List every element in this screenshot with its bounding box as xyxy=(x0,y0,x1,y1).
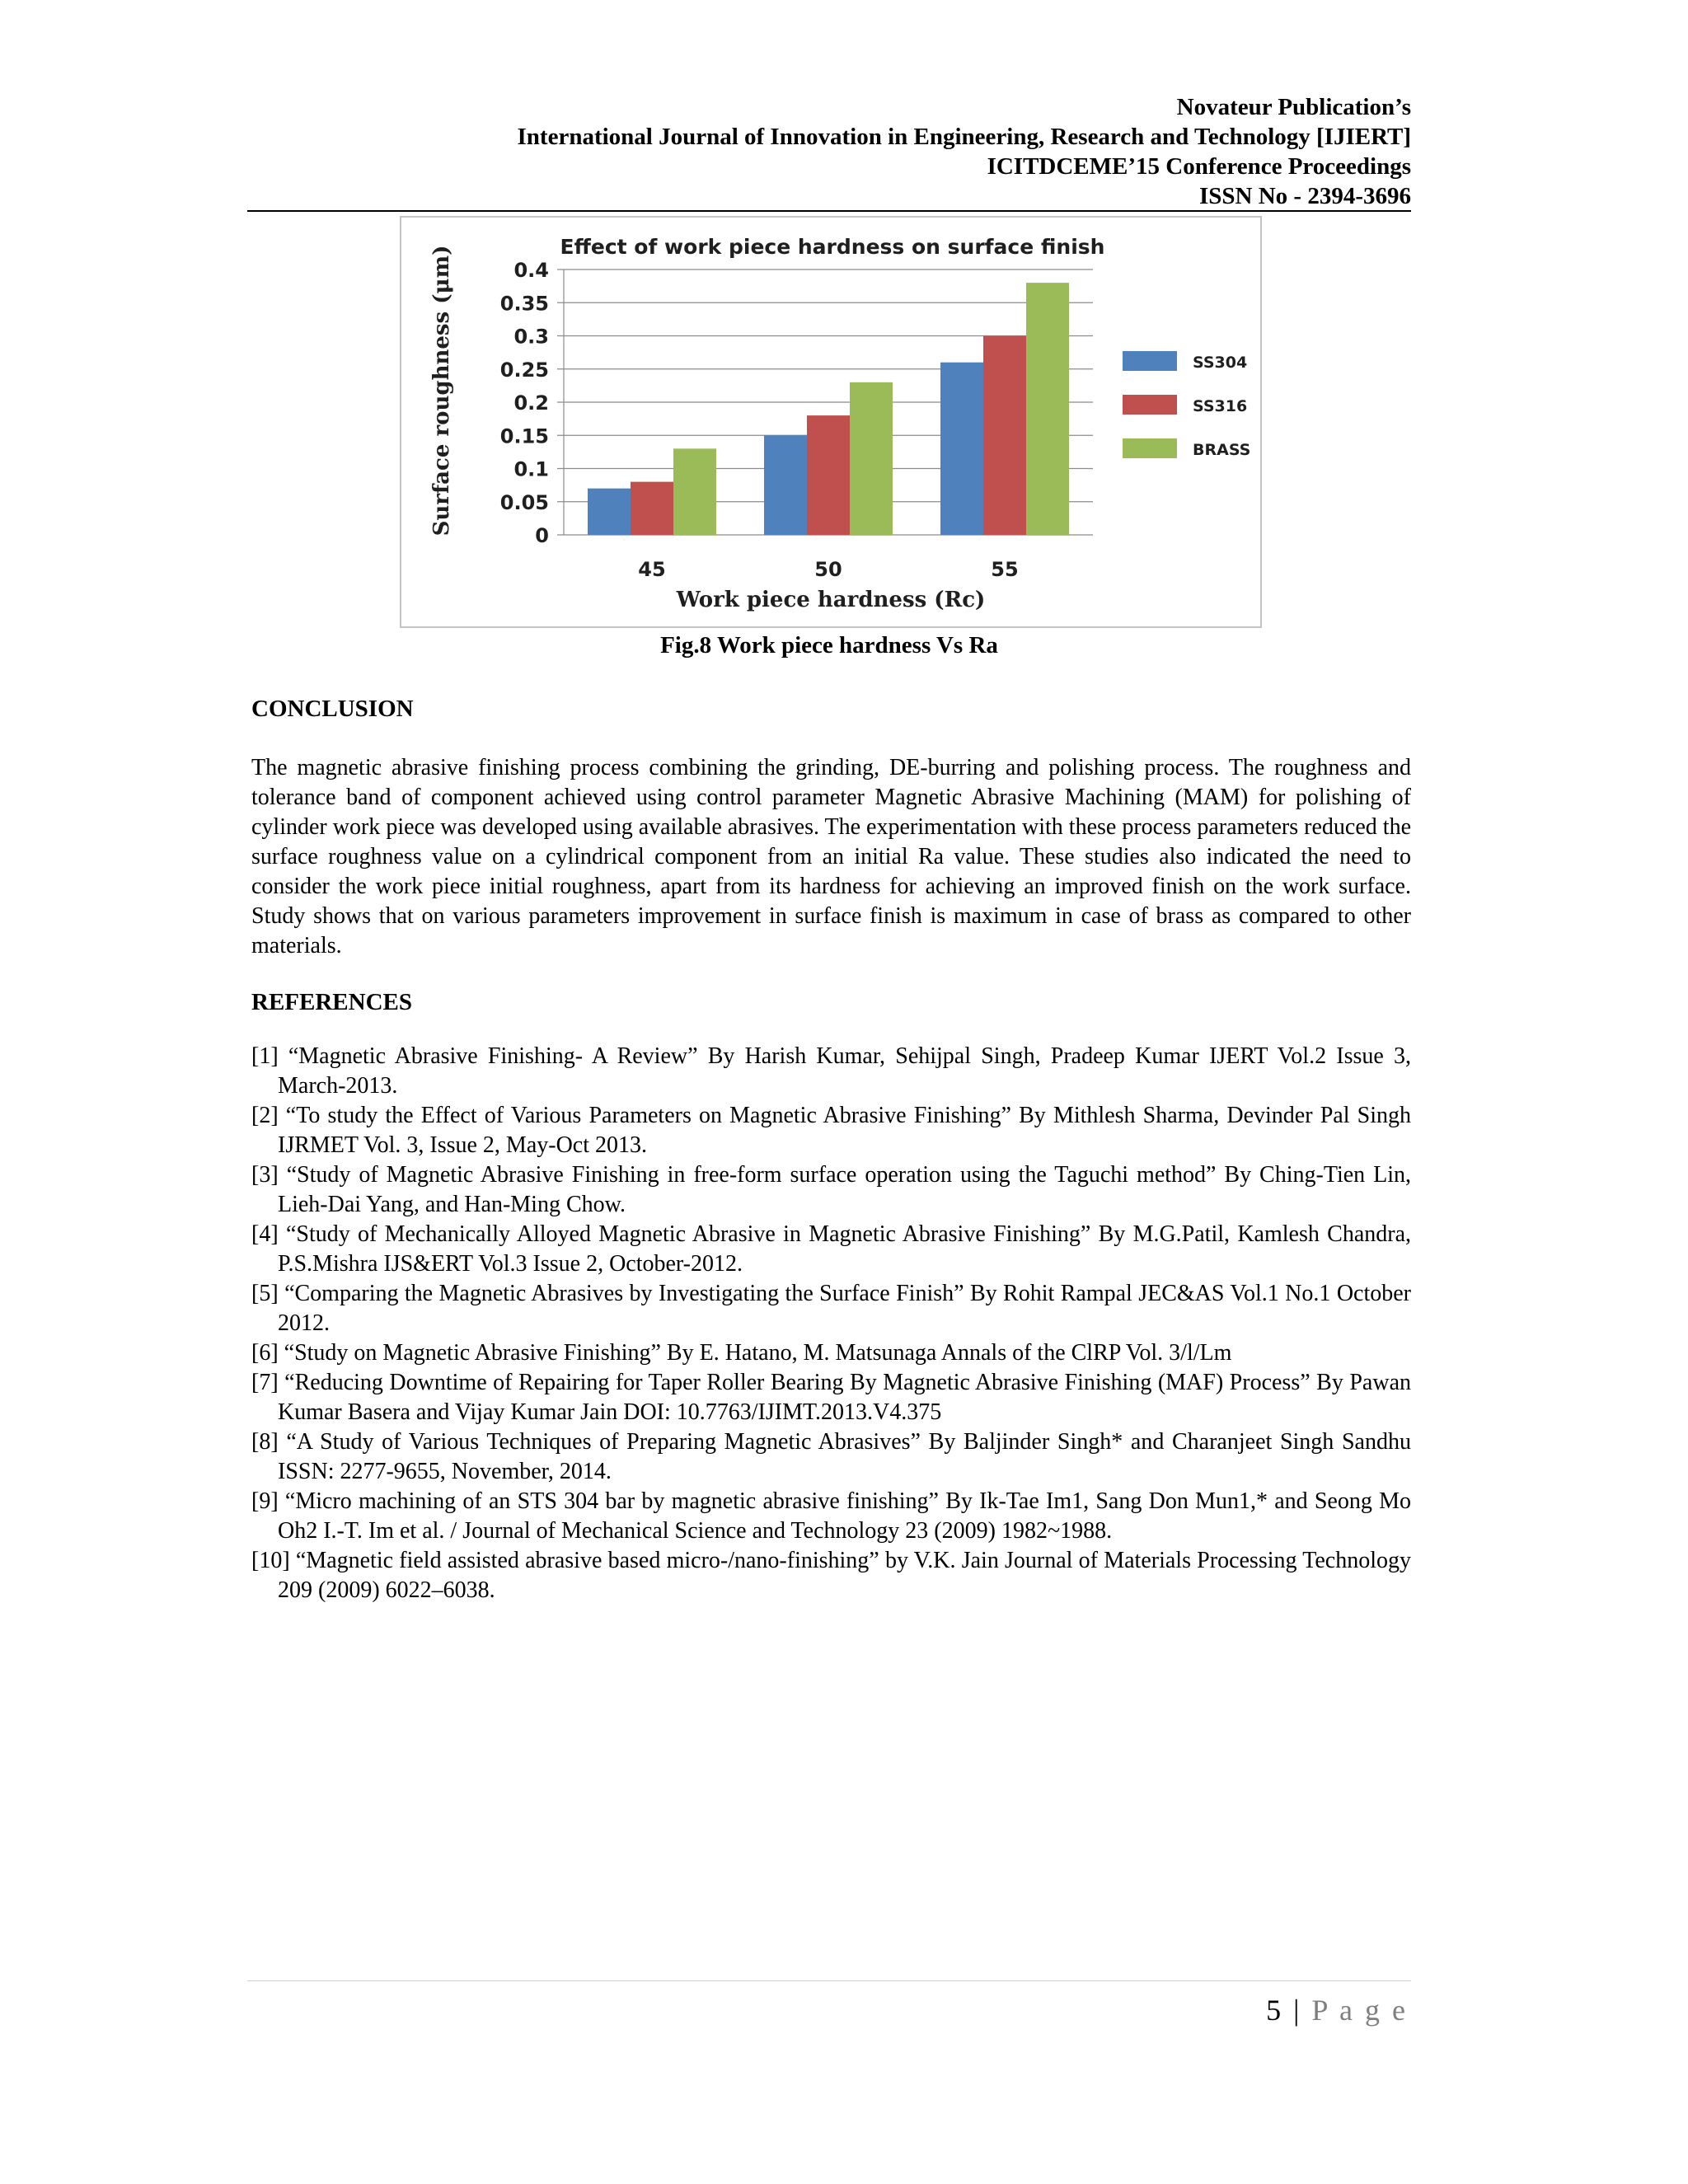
reference-item: [8] “A Study of Various Techniques of Preparing Magnetic Abrasives” By Baljinder Singh* and Charanjeet Singh Sandhu ISSN: 2277-9655, November, 2014. xyxy=(251,1429,1411,1484)
page-word: P a g e xyxy=(1311,1994,1408,2027)
y-tick-label: 0 xyxy=(535,524,549,547)
legend-swatch-brass xyxy=(1123,438,1177,458)
chart-title: Effect of work piece hardness on surface finish xyxy=(560,235,1105,259)
bar-ss316-50 xyxy=(807,415,850,535)
figure-caption: Fig.8 Work piece hardness Vs Ra xyxy=(660,632,998,658)
conference-line: ICITDCEME’15 Conference Proceedings xyxy=(987,153,1411,180)
y-tick-label: 0.05 xyxy=(499,490,549,514)
legend-label-ss304: SS304 xyxy=(1193,354,1248,372)
reference-list xyxy=(251,1042,1411,1605)
legend-swatch-ss316 xyxy=(1123,395,1177,415)
footer-divider xyxy=(247,1980,1411,1981)
page-number-value: 5 xyxy=(1266,1994,1284,2027)
chart-y-axis-label: Surface roughness (μm) xyxy=(429,245,454,537)
x-tick-label: 55 xyxy=(991,558,1019,581)
publisher-line: Novateur Publication’s xyxy=(1176,94,1411,120)
y-tick-label: 0.2 xyxy=(513,391,549,415)
y-tick-label: 0.3 xyxy=(513,325,549,349)
y-tick-label: 0.35 xyxy=(499,292,549,316)
conclusion-heading: CONCLUSION xyxy=(251,696,414,722)
page-number xyxy=(1266,1993,1408,2027)
x-tick-label: 50 xyxy=(814,558,842,581)
reference-item: [1] “Magnetic Abrasive Finishing- A Review” By Harish Kumar, Sehijpal Singh, Pradeep Kumar IJERT Vol.2 Issue 3, March-2013. xyxy=(251,1043,1411,1099)
page-separator: | xyxy=(1293,1994,1302,2027)
journal-header xyxy=(247,92,1411,211)
header-divider xyxy=(247,210,1411,212)
reference-item: [4] “Study of Mechanically Alloyed Magnetic Abrasive in Magnetic Abrasive Finishing” By M.G.Patil, Kamlesh Chandra, P.S.Mishra IJS&ERT Vol.3 Issue 2, October-2012. xyxy=(251,1221,1411,1277)
reference-item: [5] “Comparing the Magnetic Abrasives by Investigating the Surface Finish” By Rohit Rampal JEC&AS Vol.1 No.1 October 2012. xyxy=(251,1281,1411,1336)
x-tick-label: 45 xyxy=(638,558,666,581)
reference-item: [10] “Magnetic field assisted abrasive based micro-/nano-finishing” by V.K. Jain Journal of Materials Processing Technology 209 (2009) 6022–6038. xyxy=(251,1548,1411,1603)
bar-ss304-50 xyxy=(764,435,807,535)
reference-item: [7] “Reducing Downtime of Repairing for Taper Roller Bearing By Magnetic Abrasive Finishing (MAF) Process” By Pawan Kumar Basera and Vijay Kumar Jain DOI: 10.7763/IJIMT.2013.V4.375 xyxy=(251,1370,1411,1425)
journal-title-line: International Journal of Innovation in Engineering, Research and Technology [IJIERT] xyxy=(517,124,1411,150)
bar-chart xyxy=(400,216,1262,628)
legend-label-ss316: SS316 xyxy=(1193,397,1248,415)
legend-label-brass: BRASS xyxy=(1193,441,1251,459)
y-tick-label: 0.15 xyxy=(499,424,549,448)
chart-x-axis-label: Work piece hardness (Rc) xyxy=(676,588,986,612)
conclusion-paragraph: The magnetic abrasive finishing process combining the grinding, DE-burring and polishing process. The roughness and tolerance band of component achieved using control parameter Magnetic Abrasive Machining (MAM) for polishing of cylinder work piece was developed using available abrasives. The experimentation with these process parameters reduced the surface roughness value on a cylindrical component from an initial Ra value. These studies also indicated the need to consider the work piece initial roughness, apart from its hardness for achieving an improved finish on the work surface. Study shows that on various parameters improvement in surface finish is maximum in case of brass as compared to other materials. xyxy=(251,755,1411,958)
reference-item: [3] “Study of Magnetic Abrasive Finishing in free-form surface operation using the Taguchi method” By Ching-Tien Lin, Lieh-Dai Yang, and Han-Ming Chow. xyxy=(251,1162,1411,1217)
issn-line: ISSN No - 2394-3696 xyxy=(1199,183,1411,209)
y-tick-label: 0.4 xyxy=(513,259,549,282)
reference-item: [2] “To study the Effect of Various Parameters on Magnetic Abrasive Finishing” By Mithlesh Sharma, Devinder Pal Singh IJRMET Vol. 3, Issue 2, May-Oct 2013. xyxy=(251,1103,1411,1158)
y-tick-label: 0.25 xyxy=(499,358,549,382)
bar-brass-50 xyxy=(850,382,893,535)
bar-ss316-45 xyxy=(631,482,673,535)
chart-svg xyxy=(401,218,1260,626)
bar-ss304-45 xyxy=(588,489,631,535)
reference-item: [6] “Study on Magnetic Abrasive Finishing” By E. Hatano, M. Matsunaga Annals of the ClRP Vol. 3/l/Lm xyxy=(251,1340,1232,1366)
legend-swatch-ss304 xyxy=(1123,351,1177,371)
bar-ss304-55 xyxy=(940,363,983,535)
bar-brass-45 xyxy=(673,448,716,535)
y-tick-label: 0.1 xyxy=(513,457,549,481)
bar-ss316-55 xyxy=(983,336,1026,536)
references-heading: REFERENCES xyxy=(251,989,412,1015)
reference-item: [9] “Micro machining of an STS 304 bar by magnetic abrasive finishing” By Ik-Tae Im1, Sang Don Mun1,* and Seong Mo Oh2 I.-T. Im et al. / Journal of Mechanical Science and Technology 23 (2009) 1982~1988. xyxy=(251,1488,1411,1544)
bar-brass-55 xyxy=(1026,283,1069,535)
